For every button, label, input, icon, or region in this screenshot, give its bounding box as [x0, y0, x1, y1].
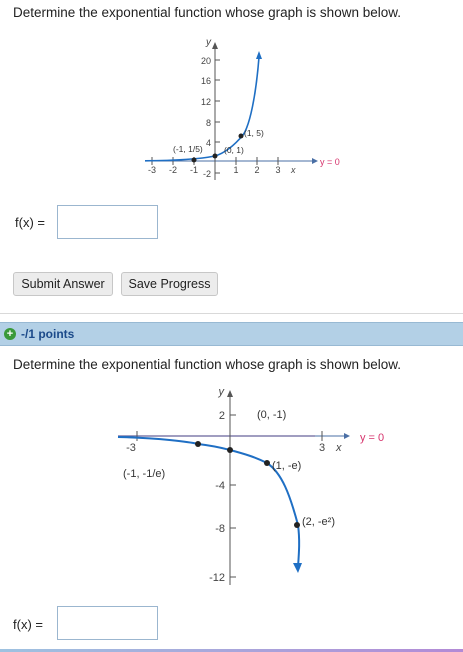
y-tick-label: 4	[205, 138, 211, 148]
x-axis-arrow	[312, 158, 318, 164]
y-tick-label: -4	[215, 480, 225, 492]
point-d	[195, 441, 201, 447]
y-axis-label: y	[206, 37, 211, 48]
fx-label: f(x) =	[13, 617, 43, 632]
point-b-label: (0, 1)	[224, 145, 244, 155]
x-axis-arrow	[344, 433, 350, 439]
point-a-label: (0, -1)	[257, 409, 287, 421]
point-b-label: (1, -e)	[272, 460, 302, 472]
y-tick-label: 12	[200, 97, 211, 107]
y-axis-arrow	[212, 42, 218, 49]
point-c-label: (2, -e²)	[302, 516, 335, 528]
y-tick-label: -2	[202, 169, 211, 179]
y-tick-label: -12	[209, 572, 225, 584]
point-c	[294, 522, 300, 528]
point-a	[239, 134, 244, 139]
section-divider	[0, 313, 463, 314]
question2-prompt: Determine the exponential function whose graph is shown below.	[13, 357, 401, 372]
y-tick-label: 2	[218, 410, 225, 422]
y-axis-arrow	[227, 390, 233, 397]
asymptote-label: y = 0	[360, 432, 385, 444]
y-axis-label: y	[218, 386, 224, 398]
asymptote-label: y = 0	[320, 157, 340, 167]
x-tick-label: -3	[147, 165, 157, 175]
question2-graph	[110, 385, 410, 590]
curve-arrow	[256, 51, 262, 59]
question1-prompt: Determine the exponential function whose graph is shown below.	[13, 5, 401, 20]
point-d-label: (-1, -1/e)	[123, 468, 166, 480]
point-b	[264, 460, 270, 466]
x-tick-label: 3	[275, 165, 281, 175]
x-tick-label: 3	[318, 442, 326, 454]
answer-input-1[interactable]	[57, 205, 158, 239]
exponential-curve	[118, 437, 298, 525]
x-axis-label: x	[336, 442, 342, 454]
fx-label: f(x) =	[15, 215, 45, 230]
answer-input-2[interactable]	[57, 606, 158, 640]
submit-answer-button[interactable]: Submit Answer	[13, 272, 113, 296]
x-tick-label: -2	[168, 165, 178, 175]
y-tick-label: 16	[200, 76, 211, 86]
point-c	[192, 158, 197, 163]
y-tick-label: 20	[200, 56, 211, 66]
x-tick-label: 1	[233, 165, 239, 175]
x-axis-label: x	[291, 165, 296, 175]
point-a	[227, 447, 233, 453]
expand-plus-icon[interactable]: +	[4, 328, 16, 340]
point-a-label: (1, 5)	[244, 128, 264, 138]
x-tick-label: 2	[254, 165, 260, 175]
point-c-label: (-1, 1/5)	[173, 144, 203, 154]
x-tick-label: -3	[126, 442, 136, 454]
question1-graph	[140, 35, 380, 185]
y-tick-label: -8	[215, 523, 225, 535]
points-label: -/1 points	[21, 327, 75, 341]
x-tick-label: -1	[189, 165, 199, 175]
save-progress-button[interactable]: Save Progress	[121, 272, 218, 296]
point-b	[213, 154, 218, 159]
y-tick-label: 8	[205, 118, 211, 128]
